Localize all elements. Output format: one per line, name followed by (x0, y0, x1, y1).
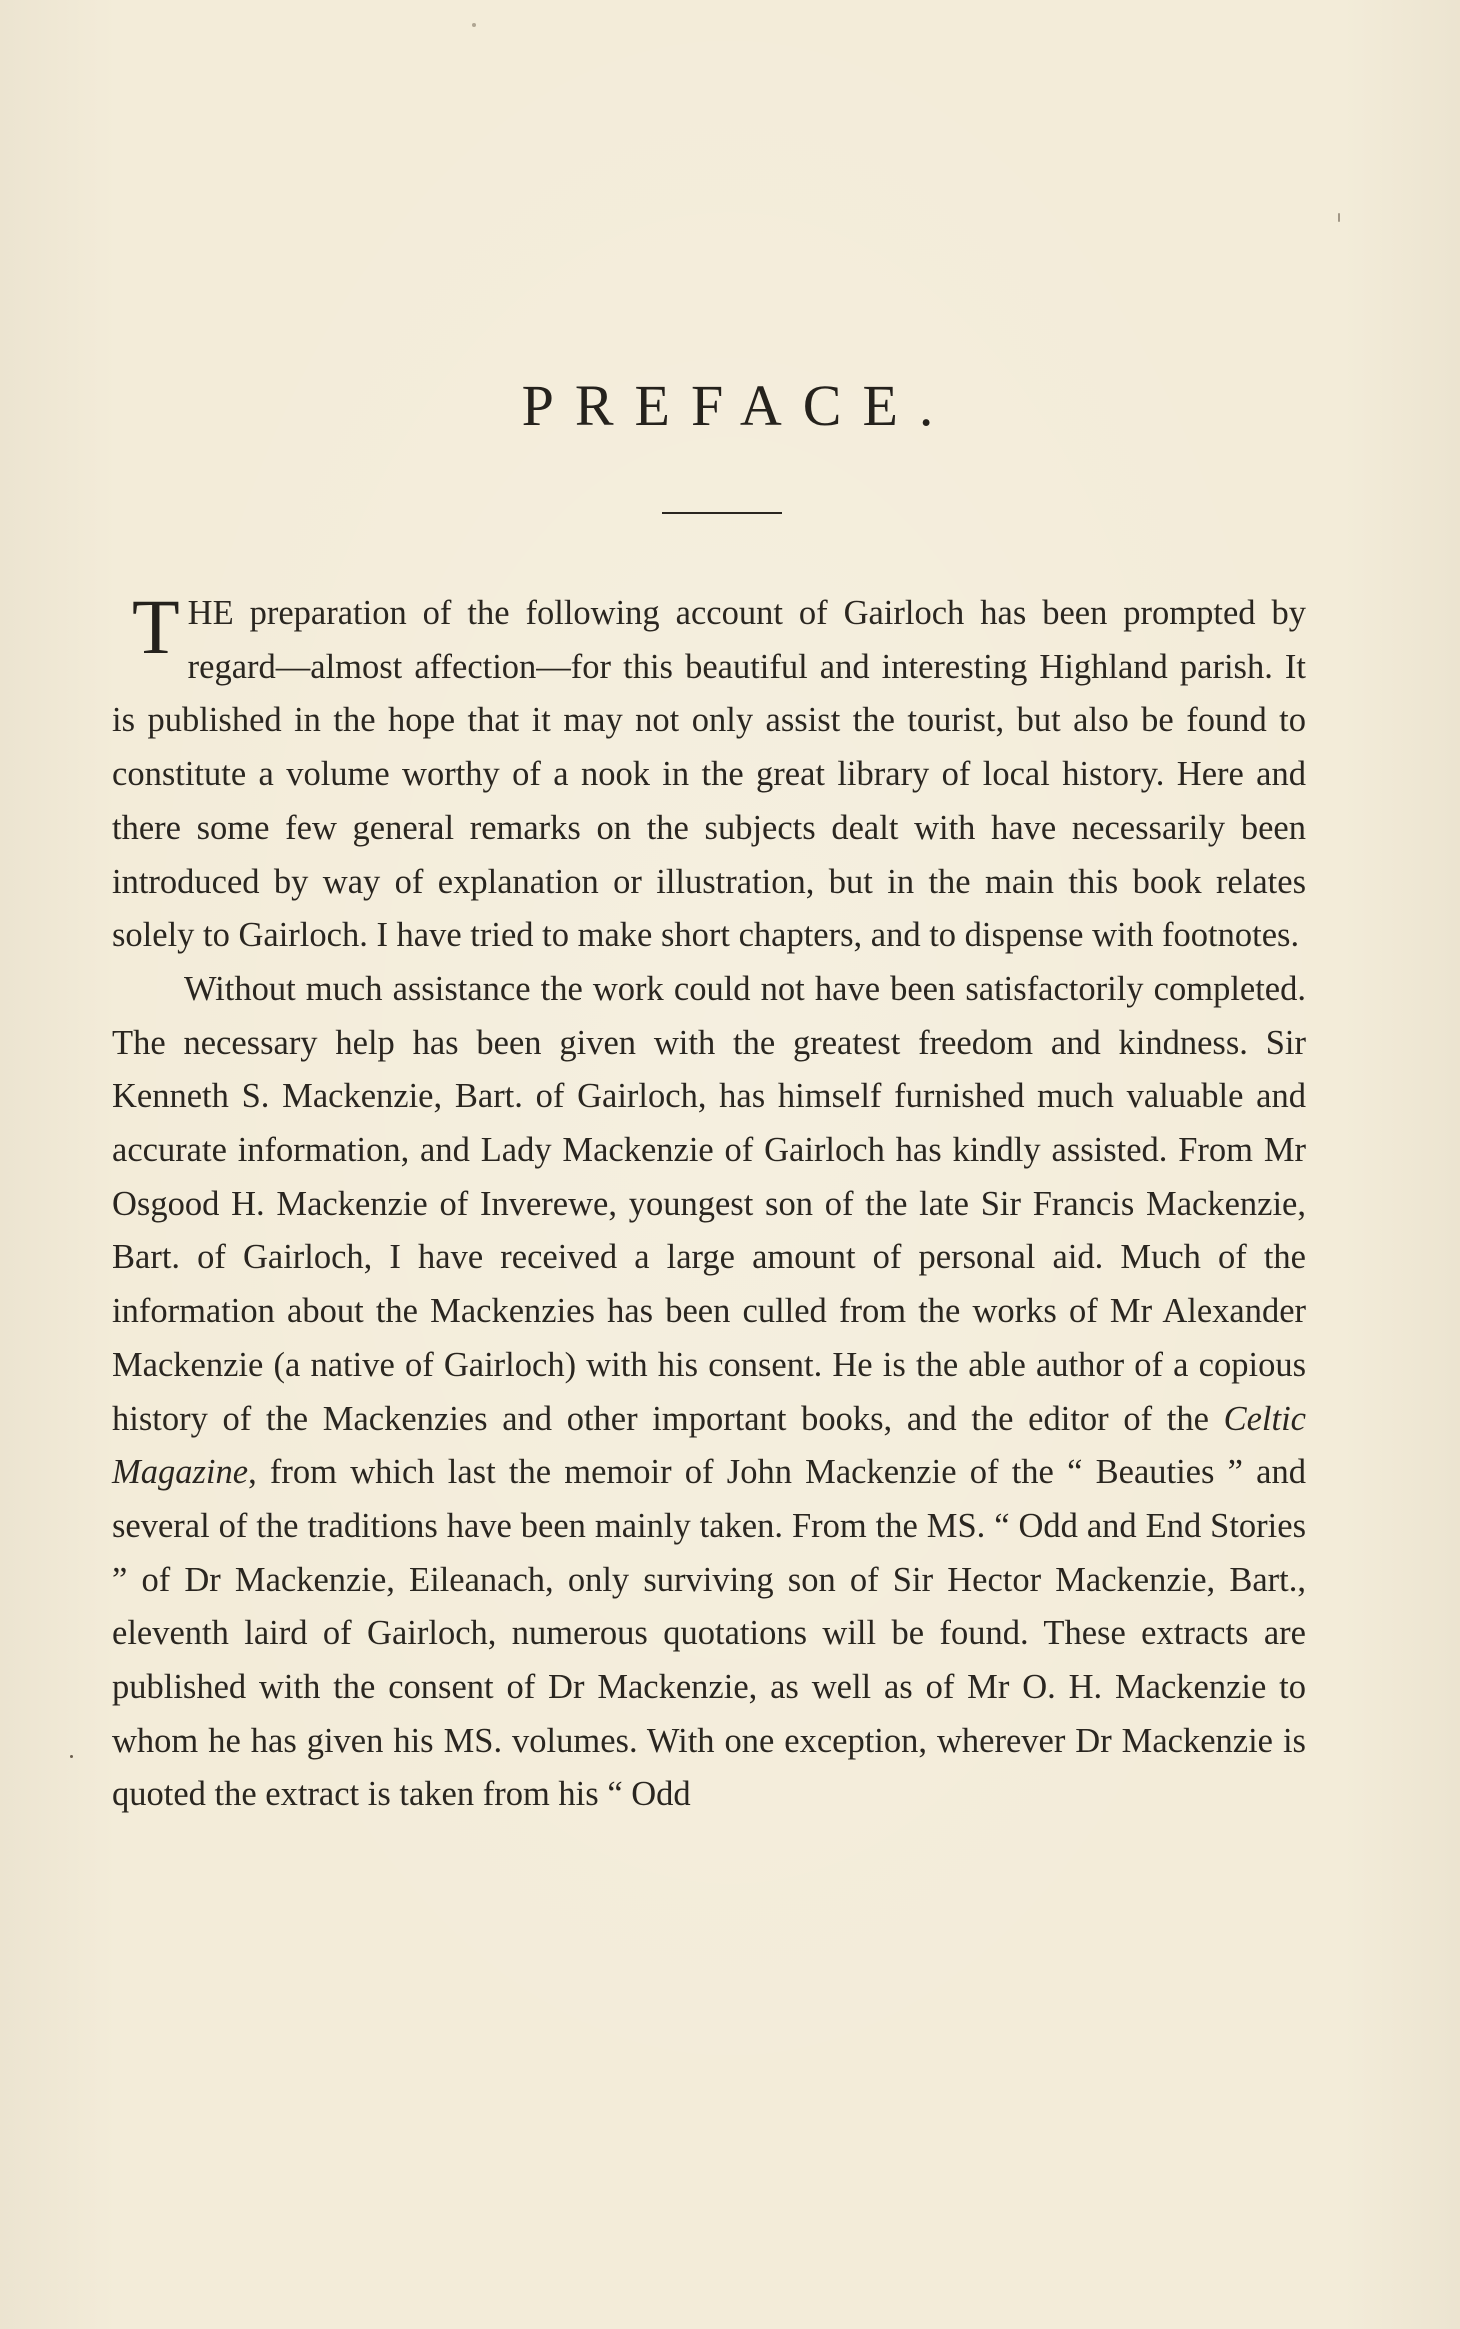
paper-speck (1338, 213, 1340, 222)
page-title: PREFACE. (521, 373, 955, 438)
paragraph-1 (112, 583, 1306, 963)
paragraph-2-text-before: Without much assistance the work could not have been satisfactorily completed. The necessary help has been given with the greatest freedom and kindness. Sir Kenneth S. Mackenzie, Bart. of Gairloch, has himself furnished much valuable and accurate information, and Lady Mackenzie of Gairloch has kindly assisted. From Mr Osgood H. Mackenzie of Inverewe, youngest son of the late Sir Francis Mackenzie, Bart. of Gairloch, I have received a large amount of personal aid. Much of the information about the Mackenzies has been culled from the works of Mr Alexander Mackenzie (a native of Gairloch) with his consent. He is the able author of a copious history of the Mackenzies and other important books, and the editor of the (112, 969, 1306, 1438)
title-rule (662, 512, 782, 514)
paragraph-2 (112, 963, 1306, 1822)
paragraph-2-text-after: , from which last the memoir of John Mackenzie of the “ Beauties ” and several of the traditions have been mainly taken. From the MS. “ Odd and End Stories ” of Dr Mackenzie, Eileanach, only surviving son of Sir Hector Mackenzie, Bart., eleventh laird of Gairloch, numerous quotations will be found. These extracts are published with the consent of Dr Mackenzie, as well as of Mr O. H. Mackenzie to whom he has given his MS. volumes. With one exception, wherever Dr Mackenzie is quoted the extract is taken from his “ Odd (112, 1453, 1306, 1814)
paper-speck (70, 1755, 73, 1758)
paragraph-1-text: HE preparation of the following account of Gairloch has been prompted by regard—almost affection—for this beautiful and interesting Highland parish. It is published in the hope that it may not only assist the tourist, but also be found to constitute a volume worthy of a nook in the great library of local history. Here and there some few general remarks on the subjects dealt with have necessarily been introduced by way of explanation or illustration, but in the main this book relates solely to Gairloch. I have tried to make short chapters, and to dispense with footnotes. (112, 594, 1306, 955)
paper-speck (472, 23, 476, 27)
drop-cap: T (132, 583, 180, 670)
preface-body (112, 583, 1306, 1822)
magazine-title: Celtic Magazine (112, 1399, 1306, 1492)
